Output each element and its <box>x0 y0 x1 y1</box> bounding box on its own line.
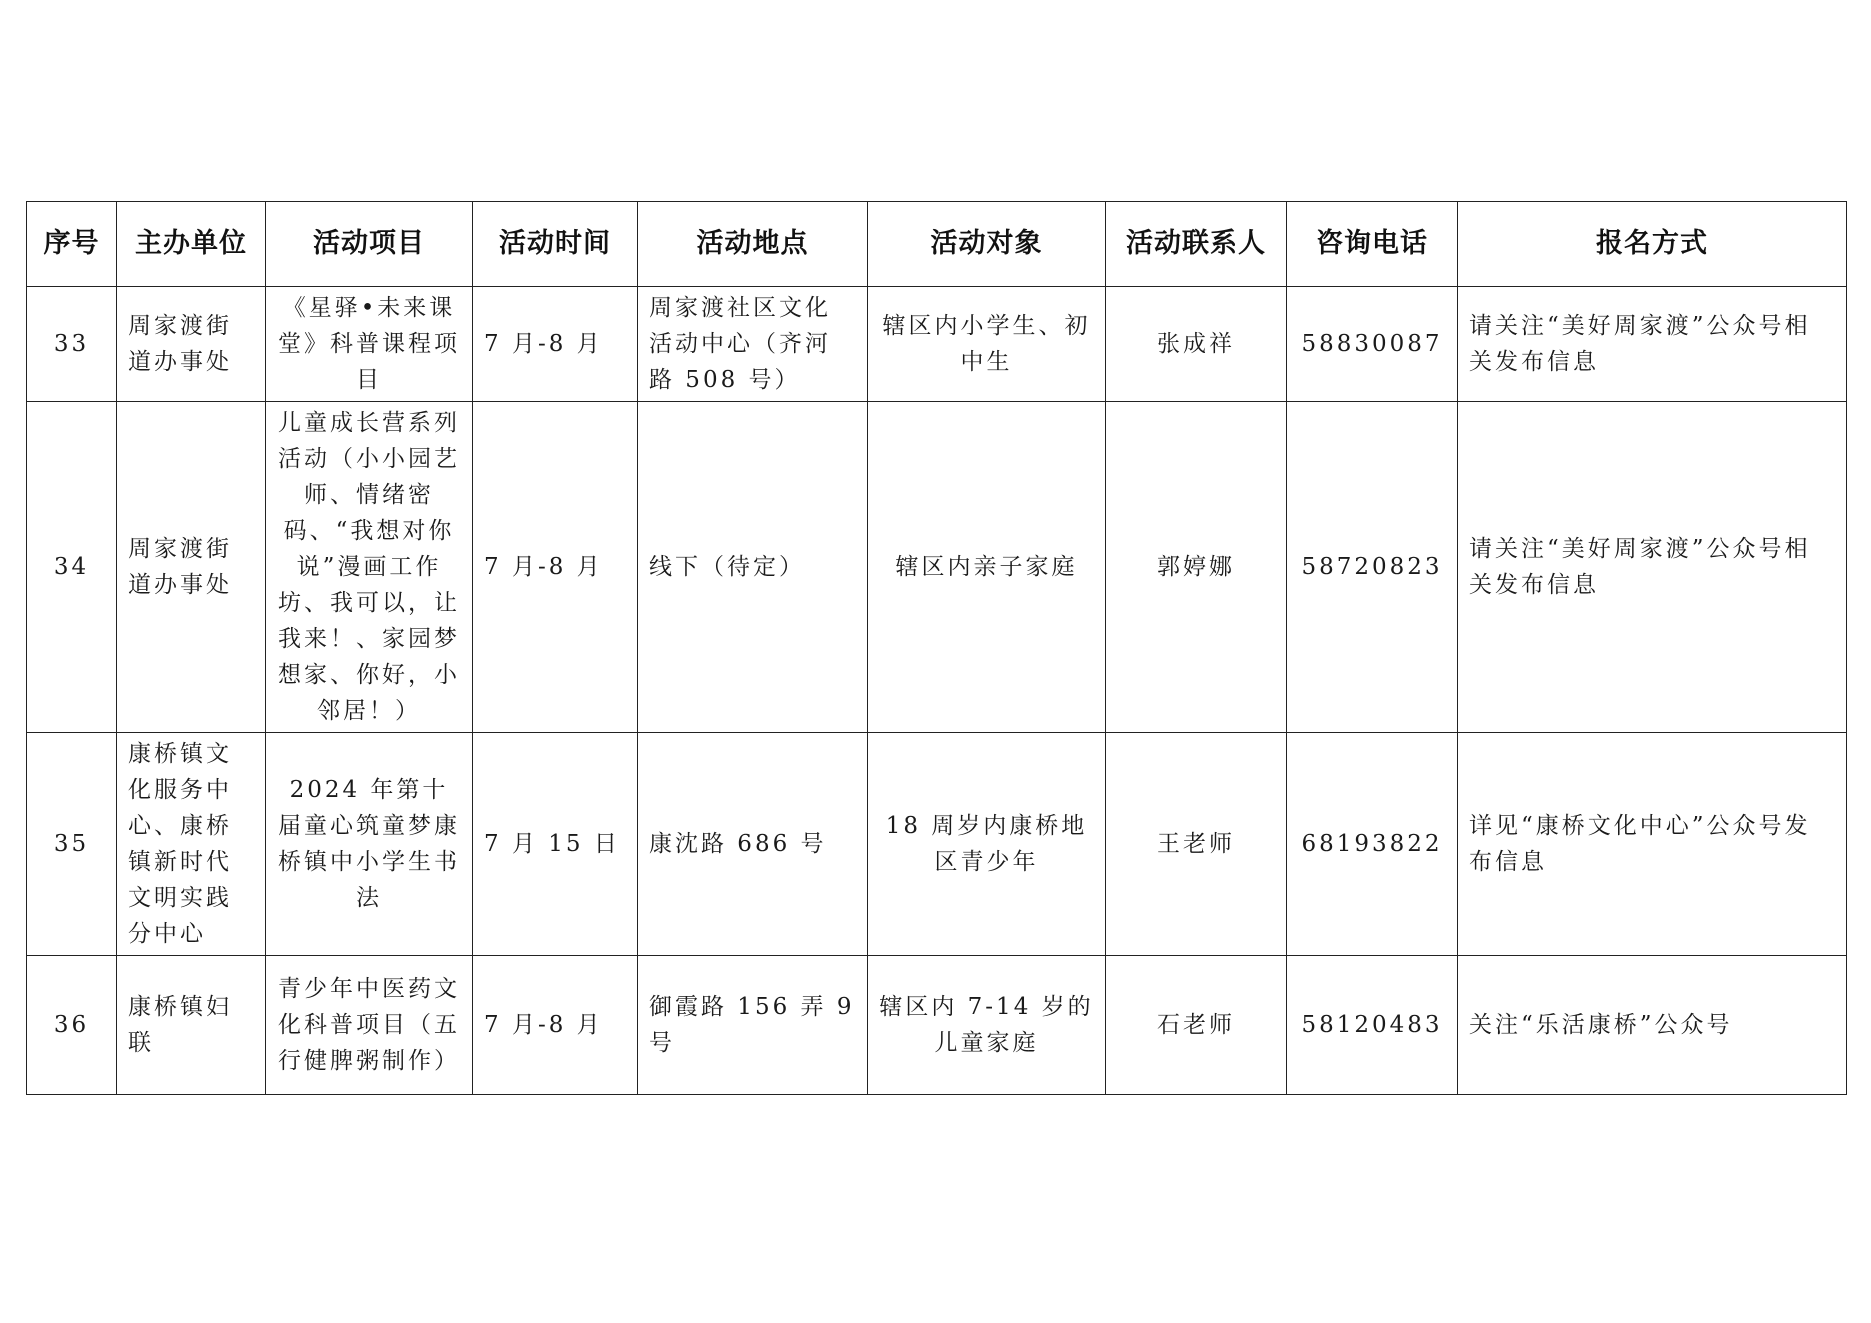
cell-project: 儿童成长营系列活动（小小园艺师、情绪密码、“我想对你说”漫画工作坊、我可以，让我来！、家园梦想家、你好，小邻居！） <box>266 402 473 733</box>
activities-table <box>26 201 1847 1095</box>
cell-phone: 68193822 <box>1287 733 1458 956</box>
cell-audience: 辖区内小学生、初中生 <box>868 287 1106 402</box>
cell-project: 2024 年第十届童心筑童梦康桥镇中小学生书法 <box>266 733 473 956</box>
cell-seq: 36 <box>27 956 117 1095</box>
header-location: 活动地点 <box>638 202 868 287</box>
cell-project: 《星驿•未来课堂》科普课程项目 <box>266 287 473 402</box>
cell-signup: 详见“康桥文化中心”公众号发布信息 <box>1458 733 1847 956</box>
cell-contact: 王老师 <box>1106 733 1287 956</box>
cell-seq: 34 <box>27 402 117 733</box>
header-contact: 活动联系人 <box>1106 202 1287 287</box>
cell-signup: 请关注“美好周家渡”公众号相关发布信息 <box>1458 287 1847 402</box>
table-row <box>27 402 1847 733</box>
cell-seq: 33 <box>27 287 117 402</box>
cell-time: 7 月-8 月 <box>473 402 638 733</box>
cell-contact: 石老师 <box>1106 956 1287 1095</box>
cell-phone: 58120483 <box>1287 956 1458 1095</box>
header-row <box>27 202 1847 287</box>
table-row <box>27 733 1847 956</box>
cell-organizer: 周家渡街道办事处 <box>117 402 266 733</box>
table-row <box>27 287 1847 402</box>
cell-location: 线下（待定） <box>638 402 868 733</box>
table-row <box>27 956 1847 1095</box>
cell-organizer: 康桥镇妇联 <box>117 956 266 1095</box>
header-time: 活动时间 <box>473 202 638 287</box>
cell-organizer: 周家渡街道办事处 <box>117 287 266 402</box>
header-organizer: 主办单位 <box>117 202 266 287</box>
cell-location: 康沈路 686 号 <box>638 733 868 956</box>
header-phone: 咨询电话 <box>1287 202 1458 287</box>
cell-audience: 辖区内 7-14 岁的儿童家庭 <box>868 956 1106 1095</box>
cell-signup: 关注“乐活康桥”公众号 <box>1458 956 1847 1095</box>
cell-organizer: 康桥镇文化服务中心、康桥镇新时代文明实践分中心 <box>117 733 266 956</box>
cell-time: 7 月-8 月 <box>473 956 638 1095</box>
header-signup: 报名方式 <box>1458 202 1847 287</box>
cell-location: 周家渡社区文化活动中心（齐河路 508 号） <box>638 287 868 402</box>
cell-seq: 35 <box>27 733 117 956</box>
header-audience: 活动对象 <box>868 202 1106 287</box>
cell-phone: 58830087 <box>1287 287 1458 402</box>
cell-project: 青少年中医药文化科普项目（五行健脾粥制作） <box>266 956 473 1095</box>
cell-location: 御霞路 156 弄 9 号 <box>638 956 868 1095</box>
cell-phone: 58720823 <box>1287 402 1458 733</box>
cell-contact: 张成祥 <box>1106 287 1287 402</box>
cell-time: 7 月-8 月 <box>473 287 638 402</box>
cell-time: 7 月 15 日 <box>473 733 638 956</box>
cell-audience: 18 周岁内康桥地区青少年 <box>868 733 1106 956</box>
cell-signup: 请关注“美好周家渡”公众号相关发布信息 <box>1458 402 1847 733</box>
header-seq: 序号 <box>27 202 117 287</box>
cell-audience: 辖区内亲子家庭 <box>868 402 1106 733</box>
cell-contact: 郭婷娜 <box>1106 402 1287 733</box>
header-project: 活动项目 <box>266 202 473 287</box>
